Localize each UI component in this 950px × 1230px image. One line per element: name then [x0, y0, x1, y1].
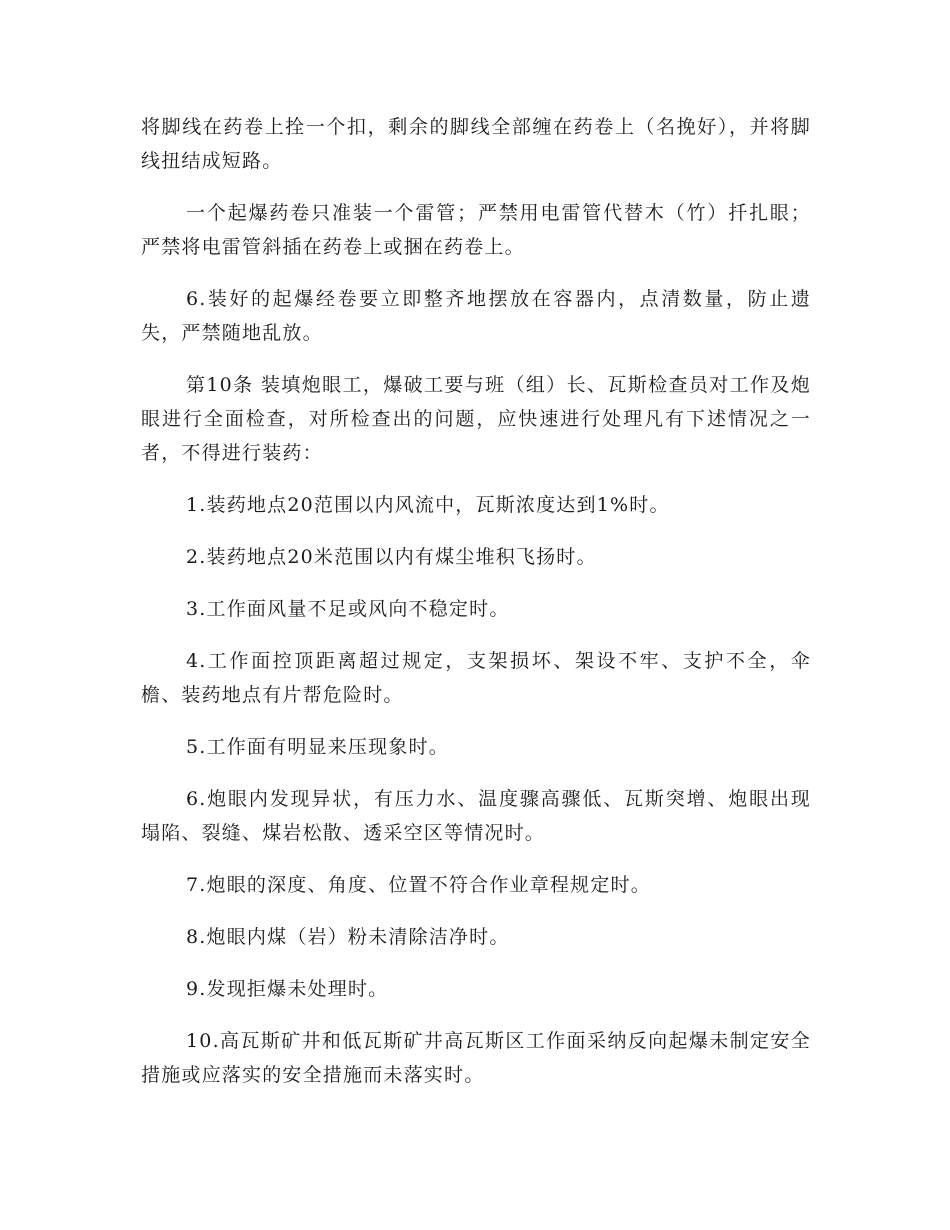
list-item-10: 10.高瓦斯矿井和低瓦斯矿井高瓦斯区工作面采纳反向起爆未制定安全措施或应落实的安全措施而未落实时。 [141, 1030, 811, 1086]
document-page [141, 110, 811, 1110]
list-item-6: 6.炮眼内发现异状，有压力水、温度骤高骤低、瓦斯突增、炮眼出现塌陷、裂缝、煤岩松散、透采空区等情况时。 [141, 788, 811, 844]
list-item-4: 4.工作面控顶距离超过规定，支架损坏、架设不牢、支护不全，伞檐、装药地点有片帮危险时。 [141, 650, 811, 706]
list-item-9: 9.发现拒爆未处理时。 [186, 978, 389, 1000]
paragraph-1: 将脚线在药卷上拴一个扣，剩余的脚线全部缠在药卷上（名挽好），并将脚线扭结成短路。 [141, 116, 811, 172]
list-item-3: 3.工作面风量不足或风向不稳定时。 [186, 598, 510, 620]
list-item-5: 5.工作面有明显来压现象时。 [186, 736, 449, 758]
list-item-7: 7.炮眼的深度、角度、位置不符合作业章程规定时。 [186, 874, 651, 896]
paragraph-3: 6.装好的起爆经卷要立即整齐地摆放在容器内，点清数量，防止遗失，严禁随地乱放。 [141, 288, 811, 344]
list-item-2: 2.装药地点20米范围以内有煤尘堆积飞扬时。 [186, 546, 597, 568]
paragraph-4: 第10条 装填炮眼工，爆破工要与班（组）长、瓦斯检查员对工作及炮眼进行全面检查，对所检查出的问题，应快速进行处理凡有下述情况之一者，不得进行装药： [141, 374, 811, 464]
list-item-8: 8.炮眼内煤（岩）粉未清除洁净时。 [186, 926, 510, 948]
paragraph-2: 一个起爆药卷只准装一个雷管；严禁用电雷管代替木（竹）扦扎眼；严禁将电雷管斜插在药卷上或捆在药卷上。 [141, 202, 811, 258]
list-item-1: 1.装药地点20范围以内风流中，瓦斯浓度达到1%时。 [186, 494, 670, 516]
